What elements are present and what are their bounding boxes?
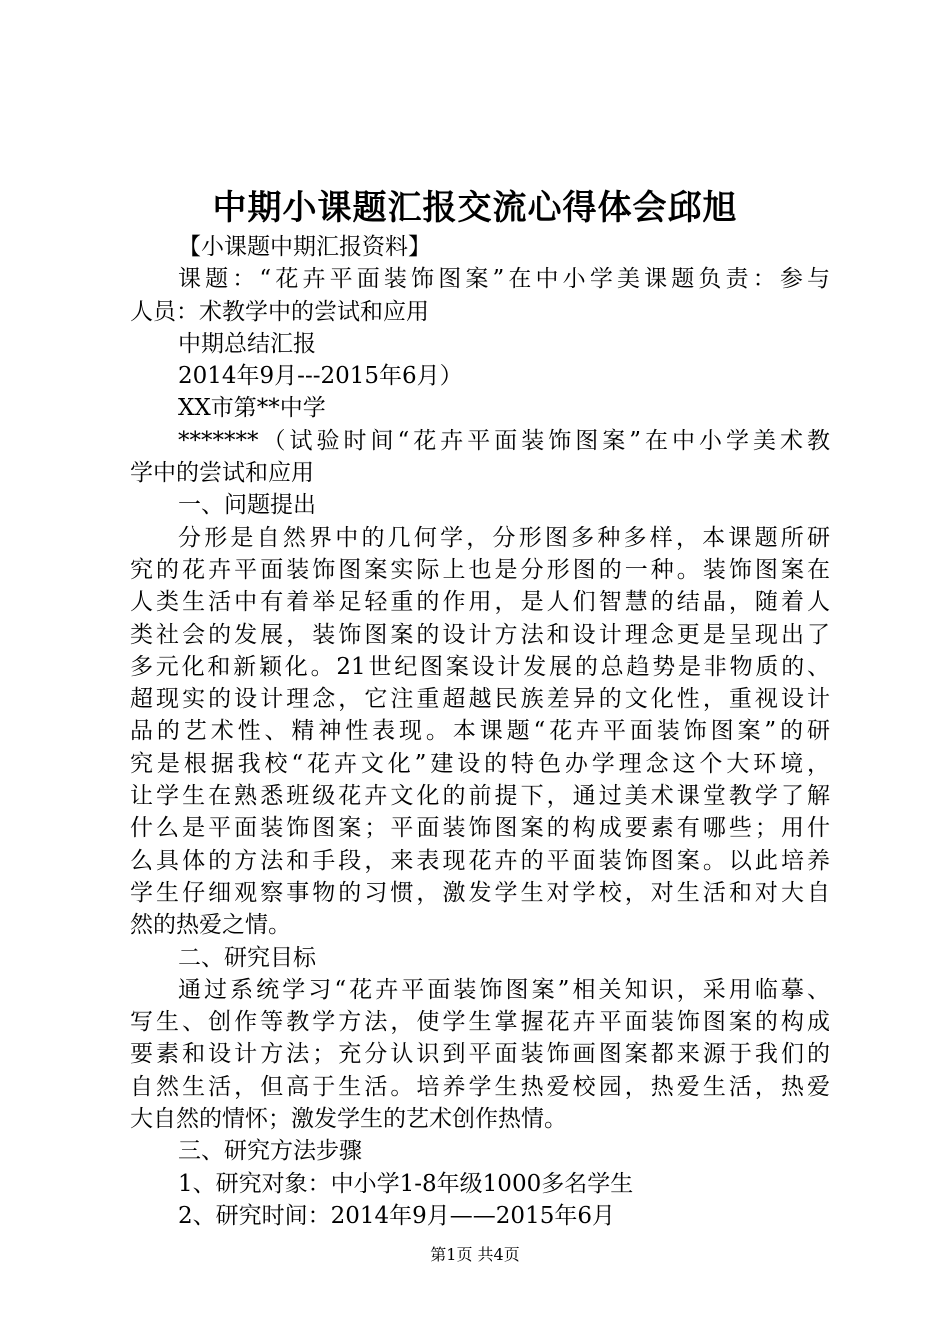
body-line: 让学生在熟悉班级花卉文化的前提下，通过美术课堂教学了解 — [130, 783, 830, 810]
body-line: XX市第**中学 — [178, 395, 326, 422]
body-line: 品的艺术性、精神性表现。本课题“花卉平面装饰图案”的研 — [130, 718, 830, 745]
section-heading: 二、研究目标 — [178, 944, 316, 971]
body-line: 中期总结汇报 — [178, 330, 316, 357]
document-body — [130, 231, 830, 1232]
body-line: 么具体的方法和手段，来表现花卉的平面装饰图案。以此培养 — [130, 847, 830, 874]
body-line: *******（试验时间“花卉平面装饰图案”在中小学美术教 — [178, 427, 830, 454]
body-line: 要素和设计方法；充分认识到平面装饰画图案都来源于我们的 — [130, 1041, 830, 1068]
body-line: 学生仔细观察事物的习惯，激发学生对学校，对生活和对大自 — [130, 879, 830, 906]
body-line: 究是根据我校“花卉文化”建设的特色办学理念这个大环境， — [130, 750, 830, 777]
body-line: 写生、创作等教学方法，使学生掌握花卉平面装饰图案的构成 — [130, 1009, 830, 1036]
body-line: 通过系统学习“花卉平面装饰图案”相关知识，采用临摹、 — [178, 976, 830, 1003]
page-footer: 第1页 共4页 — [430, 1245, 520, 1264]
body-line: 课题：“花卉平面装饰图案”在中小学美课题负责：参与 — [178, 266, 830, 293]
body-line: 自然生活，但高于生活。培养学生热爱校园，热爱生活，热爱 — [130, 1073, 830, 1100]
document-title: 中期小课题汇报交流心得体会邱旭 — [212, 188, 738, 228]
section-heading: 三、研究方法步骤 — [178, 1138, 362, 1165]
body-line: 超现实的设计理念，它注重超越民族差异的文化性，重视设计 — [130, 686, 830, 713]
body-line: 类社会的发展，装饰图案的设计方法和设计理念更是呈现出了 — [130, 621, 830, 648]
body-line: 然的热爱之情。 — [130, 912, 291, 939]
body-line: 人员：术教学中的尝试和应用 — [130, 298, 429, 325]
body-line: 学中的尝试和应用 — [130, 460, 314, 487]
body-line: 2、研究时间：2014年9月——2015年6月 — [178, 1202, 615, 1229]
body-line: 人类生活中有着举足轻重的作用，是人们智慧的结晶，随着人 — [130, 589, 830, 616]
body-line: 2014年9月---2015年6月） — [178, 363, 463, 390]
body-line: 究的花卉平面装饰图案实际上也是分形图的一种。装饰图案在 — [130, 556, 830, 583]
body-line: 分形是自然界中的几何学，分形图多种多样，本课题所研 — [178, 524, 830, 551]
body-line: 1、研究对象：中小学1-8年级1000多名学生 — [178, 1170, 634, 1197]
body-line: 【小课题中期汇报资料】 — [178, 234, 431, 260]
section-heading: 一、问题提出 — [178, 492, 316, 519]
body-line: 大自然的情怀；激发学生的艺术创作热情。 — [130, 1106, 567, 1133]
body-line: 多元化和新颖化。21世纪图案设计发展的总趋势是非物质的、 — [130, 653, 830, 680]
body-line: 什么是平面装饰图案；平面装饰图案的构成要素有哪些；用什 — [130, 815, 830, 842]
